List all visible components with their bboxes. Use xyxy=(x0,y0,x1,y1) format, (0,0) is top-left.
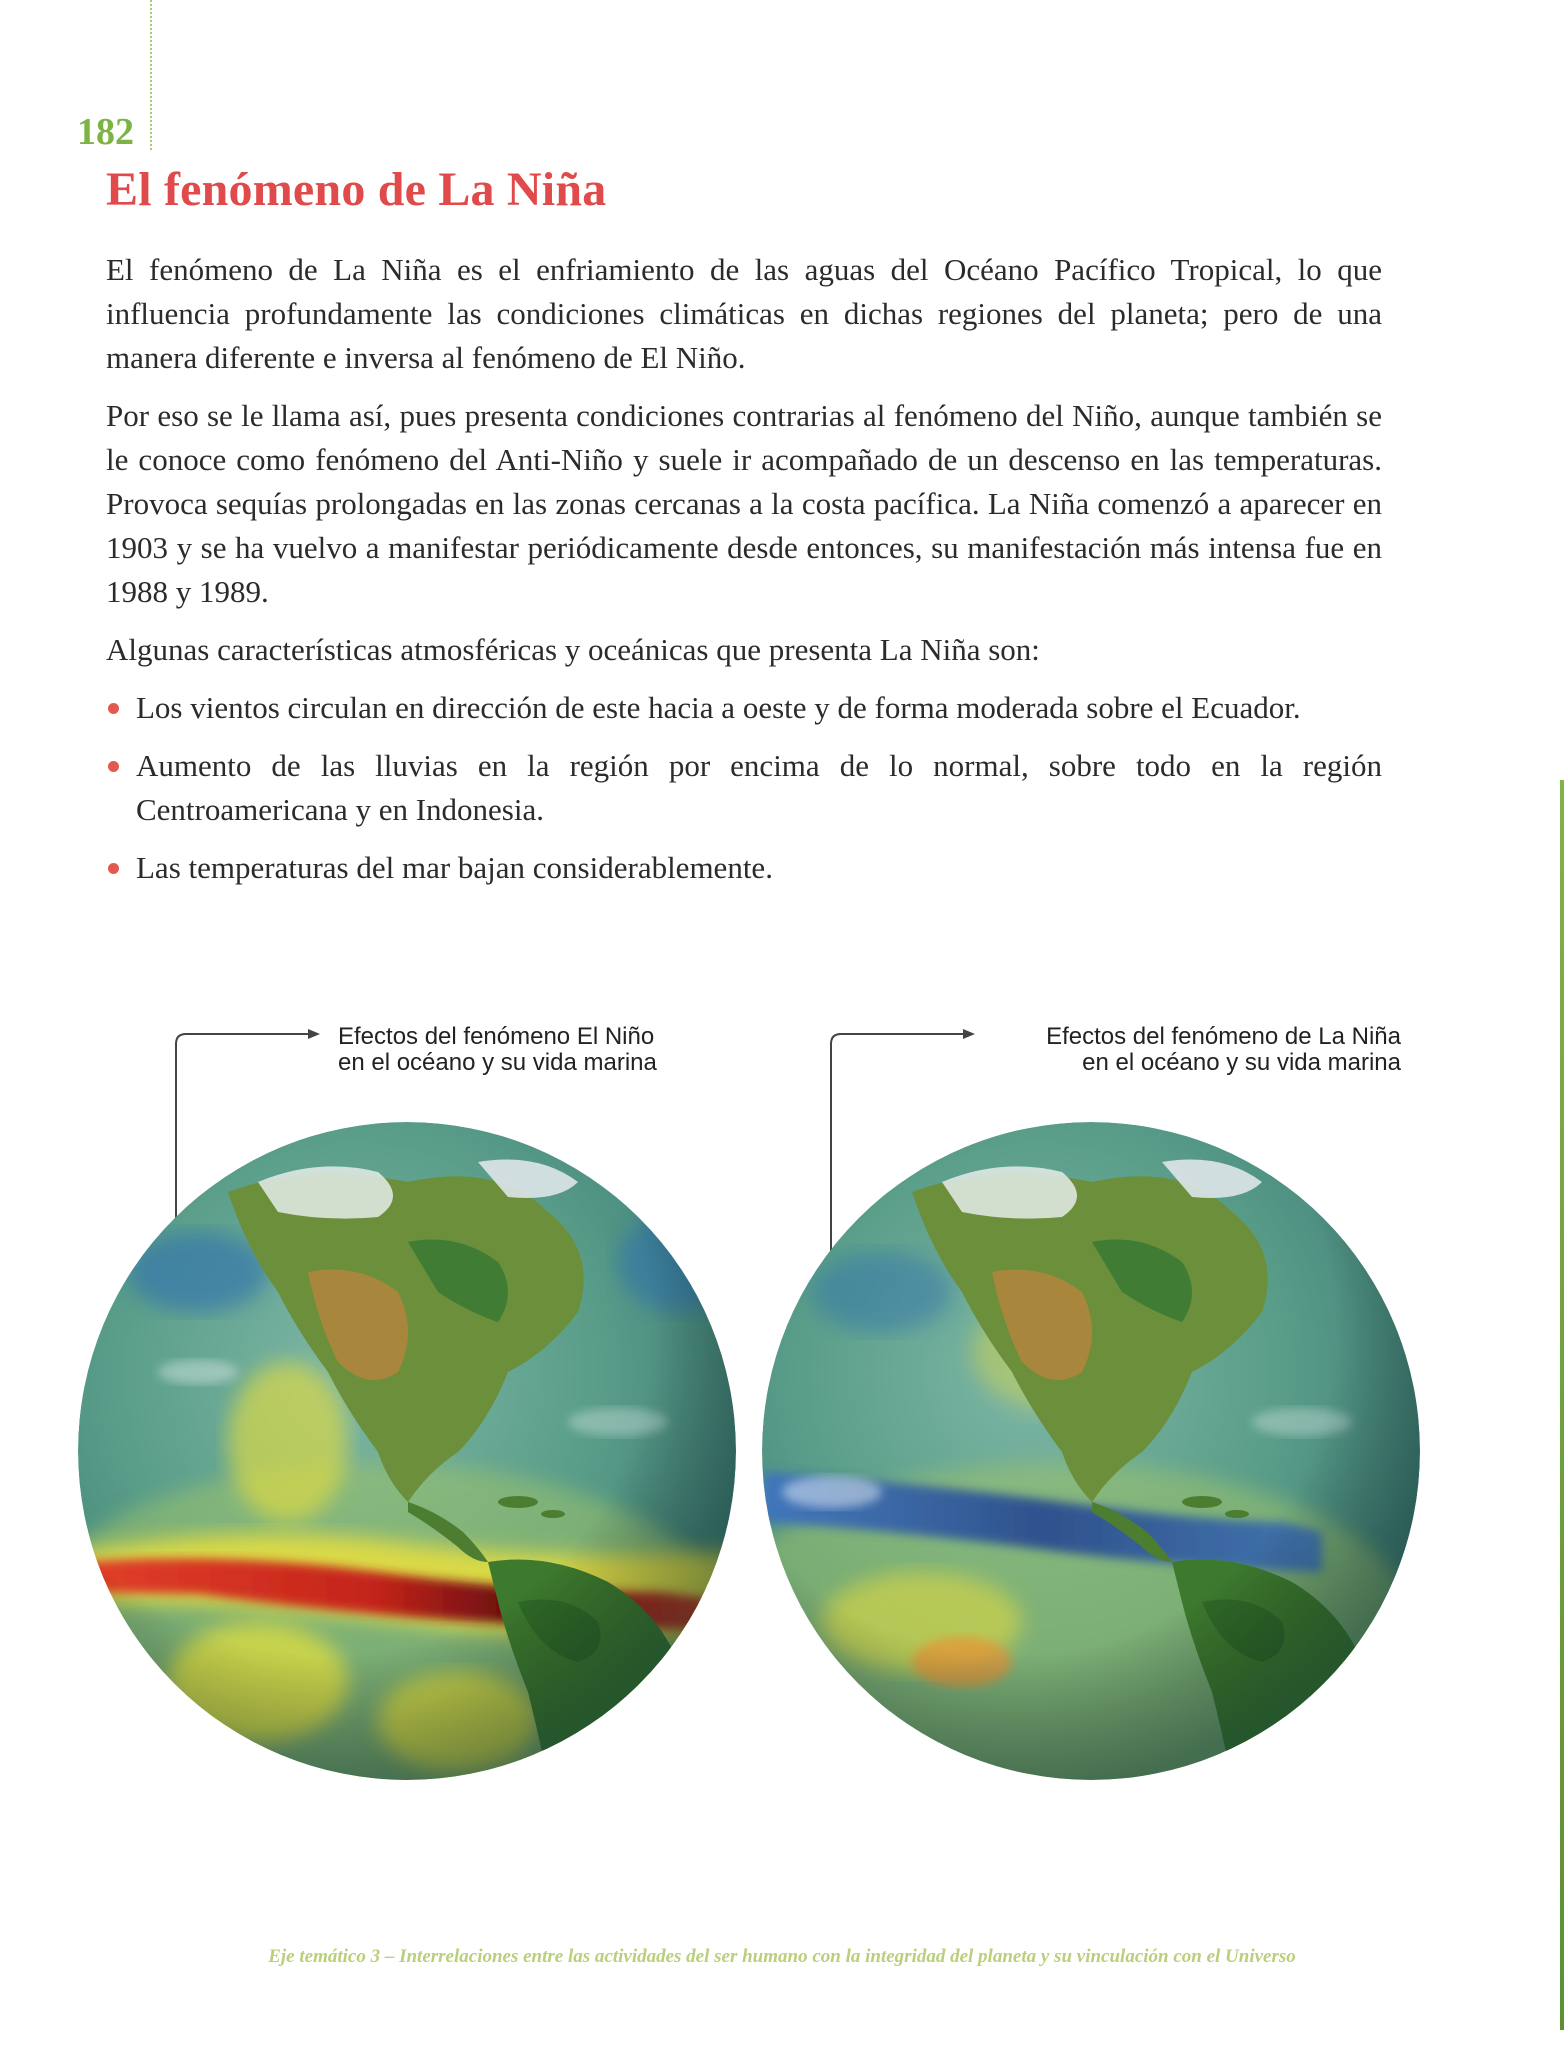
paragraph-1: El fenómeno de La Niña es el enfriamiento de las aguas del Océano Pacífico Tropical, lo que influencia profundamente las condiciones climáticas en dichas regiones del planeta; pero de una manera diferente e inversa al fenómeno de El Niño. xyxy=(106,252,1382,375)
page-title: El fenómeno de La Niña xyxy=(106,163,607,216)
caption-line: en el océano y su vida marina xyxy=(338,1049,657,1076)
caption-line: Efectos del fenómeno El Niño xyxy=(338,1023,655,1050)
el-nino-globe xyxy=(78,1122,736,1780)
caption-line: Efectos del fenómeno de La Niña xyxy=(1046,1023,1401,1050)
el-nino-caption xyxy=(338,1024,657,1076)
la-nina-caption xyxy=(985,1024,1401,1076)
paragraph-3: Algunas características atmosféricas y oceánicas que presenta La Niña son: xyxy=(106,632,1040,667)
list-item-text: Los vientos circulan en dirección de este hacia a oeste y de forma moderada sobre el Ecuador. xyxy=(136,690,1301,725)
caption-line: en el océano y su vida marina xyxy=(1082,1049,1401,1076)
list-item-text: Las temperaturas del mar bajan considerablemente. xyxy=(136,850,773,885)
footer-text: Eje temático 3 – Interrelaciones entre las actividades del ser humano con la integridad del planeta y su vinculación con el Universo xyxy=(268,1946,1296,1967)
paragraph-2: Por eso se le llama así, pues presenta condiciones contrarias al fenómeno del Niño, aunque también se le conoce como fenómeno del Anti-Niño y suele ir acompañado de un descenso en las temperaturas. Provoca sequías prolongadas en las zonas cercanas a la costa pacífica. La Niña comenzó a aparecer en 1903 y se ha vuelvo a manifestar periódicamente desde entonces, su manifestación más intensa fue en 1988 y 1989. xyxy=(106,398,1382,609)
la-nina-globe xyxy=(762,1122,1420,1780)
page-number: 182 xyxy=(77,111,134,153)
edge-strip xyxy=(1560,780,1564,2030)
list-item-text: Aumento de las lluvias en la región por encima de lo normal, sobre todo en la región Centroamericana y en Indonesia. xyxy=(136,748,1382,827)
